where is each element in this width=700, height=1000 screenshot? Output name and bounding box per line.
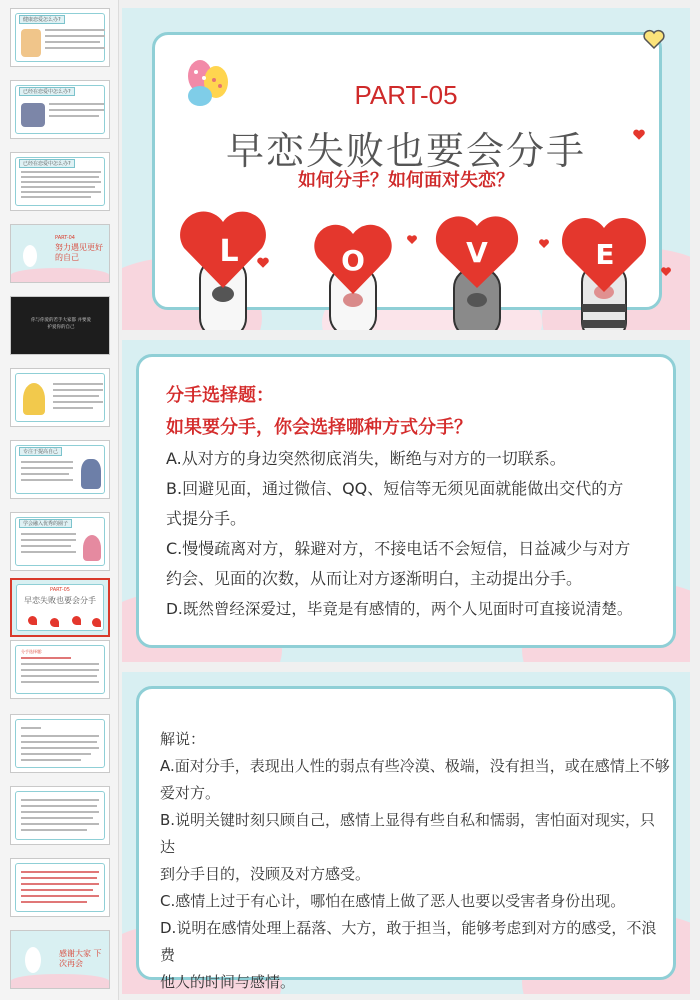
text-line [21,681,99,683]
heart-letter-l: L [219,234,239,269]
text-line [21,176,99,178]
explanation-content [160,726,670,994]
cloud-decoration [11,974,109,988]
text-line [53,407,93,409]
thumb-title: 学会融入优秀的圈子 [19,519,72,528]
text-line [21,467,73,469]
text-line [21,186,95,188]
text-line [21,871,99,873]
text-line [45,47,105,49]
explanation-a-cont: 爱对方。 [160,784,221,802]
slide-thumb-2[interactable] [10,80,110,139]
slide-thumb-12[interactable] [10,786,110,845]
text-line [49,109,104,111]
slide-thumb-7[interactable] [10,440,110,499]
heart-icon [72,616,81,625]
text-line [53,389,103,391]
text-line [21,895,99,897]
text-line [21,473,69,475]
explanation-b-cont: 到分手目的，没顾及对方感受。 [160,865,371,883]
part-label: PART-05 [354,80,458,110]
section-number: PART-05 [50,587,70,593]
slide-thumb-1[interactable] [10,8,110,67]
option-c-cont: 约会、见面的次数，从而让对方逐渐明白，主动提出分手。 [166,569,583,588]
text-line [21,759,81,761]
text-line [21,883,99,885]
quiz-content [166,380,666,624]
option-b: B.回避见面，通过微信、QQ、短信等无须见面就能做出交代的方 [166,479,624,498]
text-line [21,533,76,535]
heart-letter-v: V [466,236,488,269]
lightbulb-illustration [23,383,45,415]
text-line [21,829,87,831]
text-line [45,29,105,31]
slide-thumb-4[interactable] [10,224,110,283]
thumb-title: 已经在恋爱中怎么办? [19,87,75,96]
text-line [21,805,97,807]
text-line [53,383,103,385]
option-a: A.从对方的身边突然彻底消失，断绝与对方的一切联系。 [166,449,566,468]
text-line [45,41,100,43]
slide-thumb-8[interactable] [10,512,110,571]
quiz-question: 如果要分手，你会选择哪种方式分手？ [166,417,472,438]
text-line [21,191,101,193]
bunny-illustration [23,245,37,267]
text-line [21,747,99,749]
text-line [21,669,99,671]
text-line [21,675,97,677]
explanation-b: B.说明关键时刻只顾自己，感情上显得有些自私和懦弱，害怕面对现实，只达 [160,811,656,856]
text-line [21,727,41,729]
text-line [21,811,99,813]
text-line [21,657,71,659]
person-illustration [81,459,101,489]
bunny-illustration [25,947,41,973]
slide-thumb-14[interactable] [10,930,110,989]
text-line [21,817,93,819]
cloud-decoration [11,268,109,282]
page-title: 早恋失败也要会分手 [225,129,586,173]
text-line [21,877,97,879]
section-title: 感谢大家 下次再会 [59,949,102,968]
slide-thumb-11[interactable] [10,714,110,773]
text-line [21,889,93,891]
text-line [21,545,71,547]
text-line [21,753,91,755]
slide-title-part05[interactable] [122,8,690,330]
option-b-cont: 式提分手。 [166,509,247,528]
heart-icon [50,618,59,627]
thumb-title: 健康恋爱怎么办? [19,15,65,24]
heart-icon [92,618,101,627]
text-line [21,901,87,903]
slide-thumb-9[interactable] [10,578,110,637]
text-line [21,663,99,665]
section-number: PART-04 [55,235,75,241]
person-illustration [83,535,101,561]
option-c: C.慢慢疏离对方，躲避对方，不接电话不会短信，日益减少与对方 [166,539,631,558]
explanation-d: D.说明在感情处理上磊落、大方，敢于担当，能够考虑到对方的感受，不浪费 [160,919,657,964]
slide-thumbnail-panel [0,0,119,1000]
text-line [21,539,76,541]
illustration [21,103,45,127]
thumb-text: 你与你爱的若手大家都 并要爱护爱你的自己 [31,318,91,330]
quiz-heading: 分手选择题： [166,385,274,406]
explanation-c: C.感情上过于有心计，哪怕在感情上做了恶人也要以受害者身份出现。 [160,892,626,910]
illustration [21,29,41,57]
text-line [45,35,105,37]
thumb-title: 已经在恋爱中怎么办? [19,159,75,168]
heart-icon [28,616,37,625]
option-d: D.既然曾经深爱过，毕竟是有感情的，两个人见面时可直接说清楚。 [166,600,633,618]
text-line [21,823,99,825]
text-line [21,461,73,463]
explanation-d-cont: 他人的时间与感情。 [160,973,296,991]
text-line [21,196,91,198]
text-line [53,395,99,397]
slide-thumb-3[interactable] [10,152,110,211]
page-subtitle: 如何分手？如何面对失恋？ [298,170,514,191]
text-line [21,171,101,173]
text-line [21,735,99,737]
text-line [21,551,76,553]
slide-thumb-13[interactable] [10,858,110,917]
explanation-heading: 解说： [160,730,206,748]
heart-outline-icon [642,28,666,50]
thumb-title: 分手选择题: [21,649,43,654]
section-title: 努力遇见更好的自己 [55,243,103,262]
text-line [21,479,73,481]
text-line [53,401,103,403]
slide-quiz[interactable] [122,340,690,662]
slide-thumb-5[interactable] [10,296,110,355]
text-line [21,741,97,743]
explanation-a: A.面对分手，表现出人性的弱点有些冷漠、极端，没有担当，或在感情上不够 [160,757,670,775]
text-line [21,799,99,801]
heart-letter-o: O [341,244,365,277]
text-line [49,103,104,105]
slide-thumb-10[interactable] [10,640,110,699]
heart-letter-e: E [595,238,615,271]
slide-explanation[interactable] [122,672,690,994]
slide-thumb-6[interactable] [10,368,110,427]
text-line [21,181,101,183]
thumb-title: 专注于提高自己 [19,447,62,456]
section-title: 早恋失败也要会分手 [24,596,96,605]
text-line [49,115,99,117]
